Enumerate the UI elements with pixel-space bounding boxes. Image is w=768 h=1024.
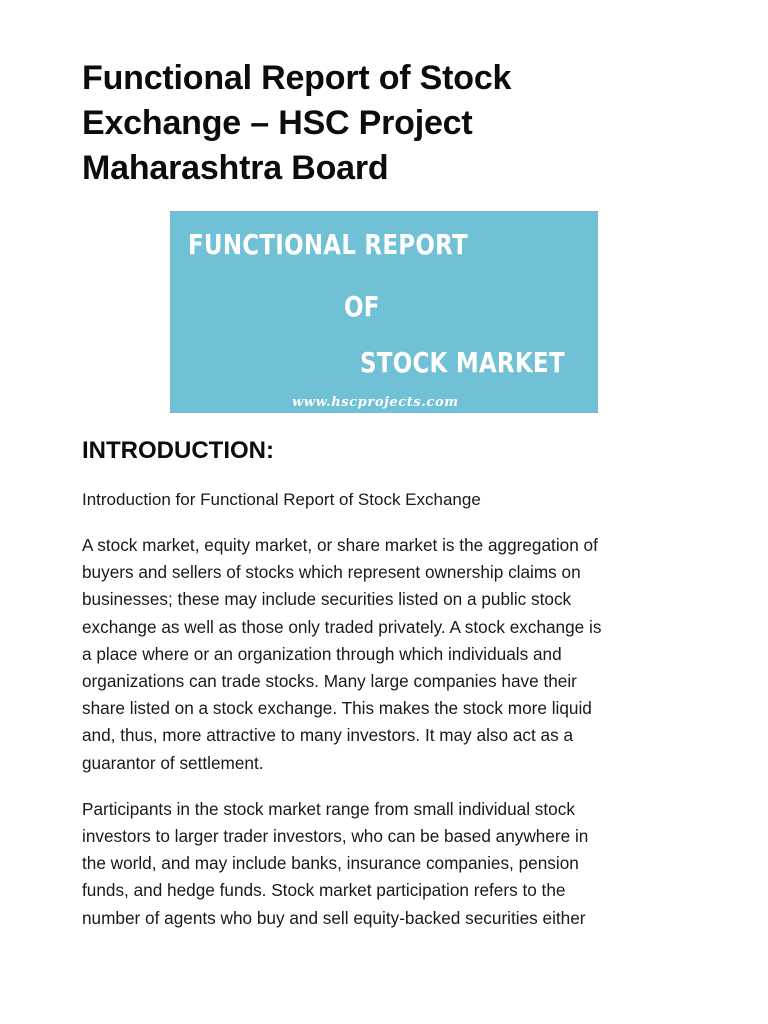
- paragraph-line: buyers and sellers of stocks which represent ownership claims on: [82, 562, 581, 583]
- title-line: Maharashtra Board: [82, 149, 389, 187]
- paragraph-line: and, thus, more attractive to many investors. It may also act as a: [82, 725, 574, 746]
- paragraph-line: guarantor of settlement.: [82, 752, 264, 773]
- paragraph-line: A stock market, equity market, or share market is the aggregation of: [82, 535, 598, 555]
- banner-line: FUNCTIONAL REPORT: [188, 228, 468, 261]
- paragraph-line: exchange as well as those only traded privately. A stock exchange is: [82, 616, 602, 637]
- banner-line: STOCK MARKET: [360, 346, 565, 379]
- paragraph-line: funds, and hedge funds. Stock market participation refers to the: [82, 880, 566, 901]
- paragraph-line: Participants in the stock market range from small individual stock: [82, 798, 575, 819]
- paragraph: [82, 532, 688, 777]
- paragraph-line: the world, and may include banks, insurance companies, pension: [82, 853, 579, 874]
- banner-image: [170, 211, 598, 413]
- paragraph-line: number of agents who buy and sell equity-backed securities either: [82, 907, 586, 928]
- banner-url: www.hscprojects.com: [292, 395, 459, 410]
- page-title: [82, 56, 688, 191]
- article: [82, 56, 688, 932]
- title-line: Functional Report of Stock: [82, 59, 512, 97]
- paragraph-line: a place where or an organization through which individuals and: [82, 643, 562, 664]
- paragraph-line: share listed on a stock exchange. This makes the stock more liquid: [82, 698, 592, 719]
- paragraph-line: businesses; these may include securities listed on a public stock: [82, 589, 572, 610]
- paragraph-line: investors to larger trader investors, who can be based anywhere in: [82, 826, 589, 847]
- subheading: Introduction for Functional Report of Stock Exchange: [82, 490, 481, 509]
- paragraph: [82, 796, 688, 932]
- section-heading: INTRODUCTION:: [82, 437, 274, 464]
- banner-line: OF: [344, 290, 380, 323]
- paragraph-line: organizations can trade stocks. Many large companies have their: [82, 671, 577, 692]
- title-line: Exchange – HSC Project: [82, 104, 473, 142]
